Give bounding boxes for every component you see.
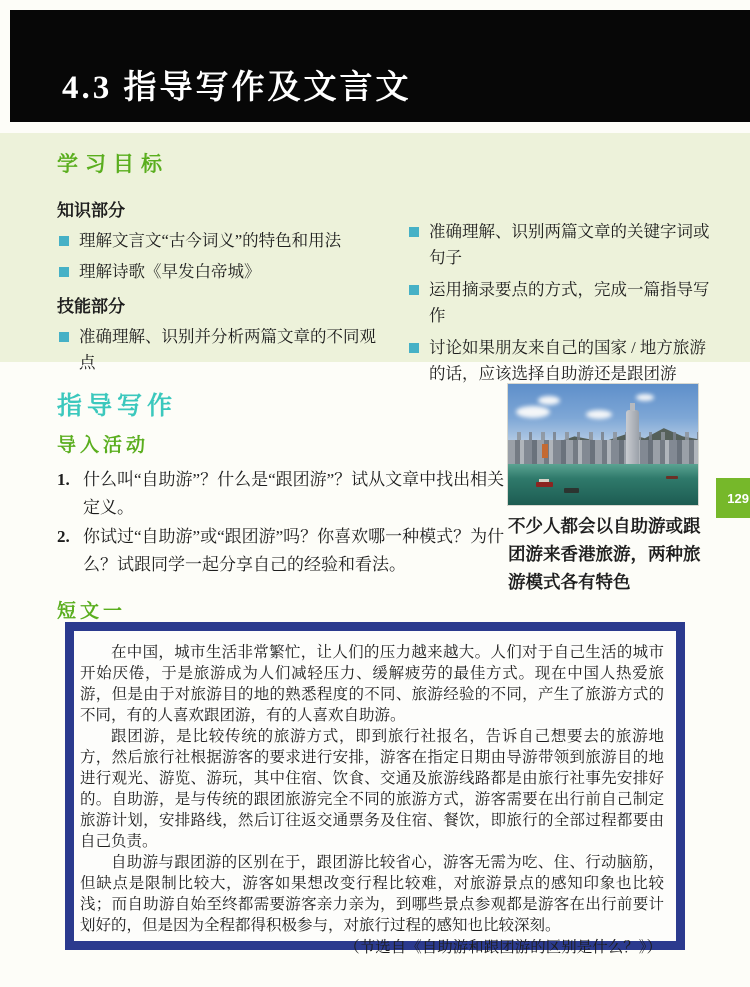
objectives-right-column	[407, 190, 714, 392]
question-number: 1.	[57, 470, 70, 489]
boat-shape	[564, 488, 579, 493]
square-bullet-icon	[409, 285, 419, 295]
knowledge-list	[57, 228, 381, 286]
objectives-heading: 学习目标	[57, 152, 169, 176]
passage-heading: 短文一	[57, 601, 127, 622]
activity-heading: 导入活动	[57, 435, 150, 456]
guided-writing-heading: 指导写作	[57, 393, 178, 420]
activity-question	[57, 466, 509, 521]
list-item-text: 理解诗歌《早发白帝城》	[79, 262, 261, 282]
objectives-left-column	[57, 190, 381, 392]
boat-shape	[536, 482, 553, 487]
skills-list	[57, 324, 381, 377]
list-item	[407, 277, 714, 330]
passage-source: （节选自《自助游和跟团游的区别是什么？》）	[344, 939, 662, 956]
passage-paragraph: 跟团游，是比较传统的旅游方式，即到旅行社报名，告诉自己想要去的旅游地方，然后旅行社根据游客的要求进行安排，游客在指定日期由导游带领到旅游目的地进行观光、游览、游玩，其中住宿、饮食、交通及旅游线路都是由旅行社事先安排好的。自助游，是与传统的跟团旅游完全不同的旅游方式，游客需要在出行前自己制定旅游计划，安排路线，然后订往返交通票务及住宿、餐饮，即旅行的全部过程都要由自己负责。	[80, 728, 664, 850]
objectives-right-list	[407, 219, 714, 387]
list-item	[57, 228, 381, 254]
orange-building-shape	[542, 444, 548, 458]
city-skyline	[508, 440, 698, 464]
cloud-shape	[538, 396, 560, 405]
question-text: 你试过“自助游”或“跟团游”吗？你喜欢哪一种模式？为什么？试跟同学一起分享自己的经验和看法。	[83, 527, 505, 574]
passage-box	[65, 622, 685, 956]
photo-caption: 不少人都会以自助游或跟团游来香港旅游，两种旅游模式各有特色	[508, 516, 701, 592]
page-number: 129	[727, 490, 749, 506]
square-bullet-icon	[409, 227, 419, 237]
list-item-text: 理解文言文“古今词义”的特色和用法	[79, 231, 342, 250]
square-bullet-icon	[59, 267, 69, 277]
passage-paragraph: 自助游与跟团游的区别在于，跟团游比较省心，游客无需为吃、住、行动脑筋，但缺点是限制比较大，游客如果想改变行程比较难，对旅游景点的感知印象也比较浅；而自助游自始至终都需要游客亲力亲为，到哪些景点参观都是游客在出行前要计划好的，但是因为全程都得积极参与，对旅行过程的感知也比较深刻。	[80, 854, 664, 934]
list-item	[57, 259, 381, 285]
list-item-text: 准确理解、识别两篇文章的关键字词或句子	[429, 222, 710, 268]
boat-shape	[666, 476, 678, 479]
square-bullet-icon	[409, 343, 419, 353]
cloud-shape	[586, 410, 612, 419]
objectives-columns	[57, 190, 714, 392]
square-bullet-icon	[59, 236, 69, 246]
list-item-text: 讨论如果朋友来自己的国家 / 地方旅游的话，应该选择自助游还是跟团游	[429, 337, 706, 383]
intro-activity	[57, 430, 509, 580]
list-item	[407, 335, 714, 388]
learning-objectives-section	[0, 133, 750, 383]
list-item-text: 准确理解、识别并分析两篇文章的不同观点	[79, 326, 376, 373]
knowledge-label: 知识部分	[57, 201, 125, 220]
question-text: 什么叫“自助游”？什么是“跟团游”？试从文章中找出相关定义。	[83, 470, 505, 517]
cloud-shape	[516, 406, 550, 418]
list-item	[57, 324, 381, 377]
list-item-text: 运用摘录要点的方式，完成一篇指导写作	[429, 279, 710, 326]
square-bullet-icon	[59, 332, 69, 342]
question-number: 2.	[57, 527, 70, 547]
ifc-tower-shape	[626, 410, 639, 464]
skills-label: 技能部分	[57, 296, 125, 316]
page-number-tab	[716, 478, 750, 518]
hong-kong-harbour-photo	[508, 384, 698, 505]
activity-question	[57, 523, 509, 578]
list-item	[407, 219, 714, 272]
chapter-title: 4.3 指导写作及文言文	[62, 70, 412, 106]
chapter-header-band	[10, 10, 750, 122]
passage-paragraph: 在中国，城市生活非常繁忙，让人们的压力越来越大。人们对于自己生活的城市开始厌倦，于是旅游成为人们减轻压力、缓解疲劳的最佳方式。现在中国人热爱旅游，但是由于对旅游目的地的熟悉程度的不同、旅游经验的不同，产生了旅游方式的不同，有的人喜欢跟团游，有的人喜欢自助游。	[80, 644, 664, 724]
cloud-shape	[636, 394, 654, 401]
